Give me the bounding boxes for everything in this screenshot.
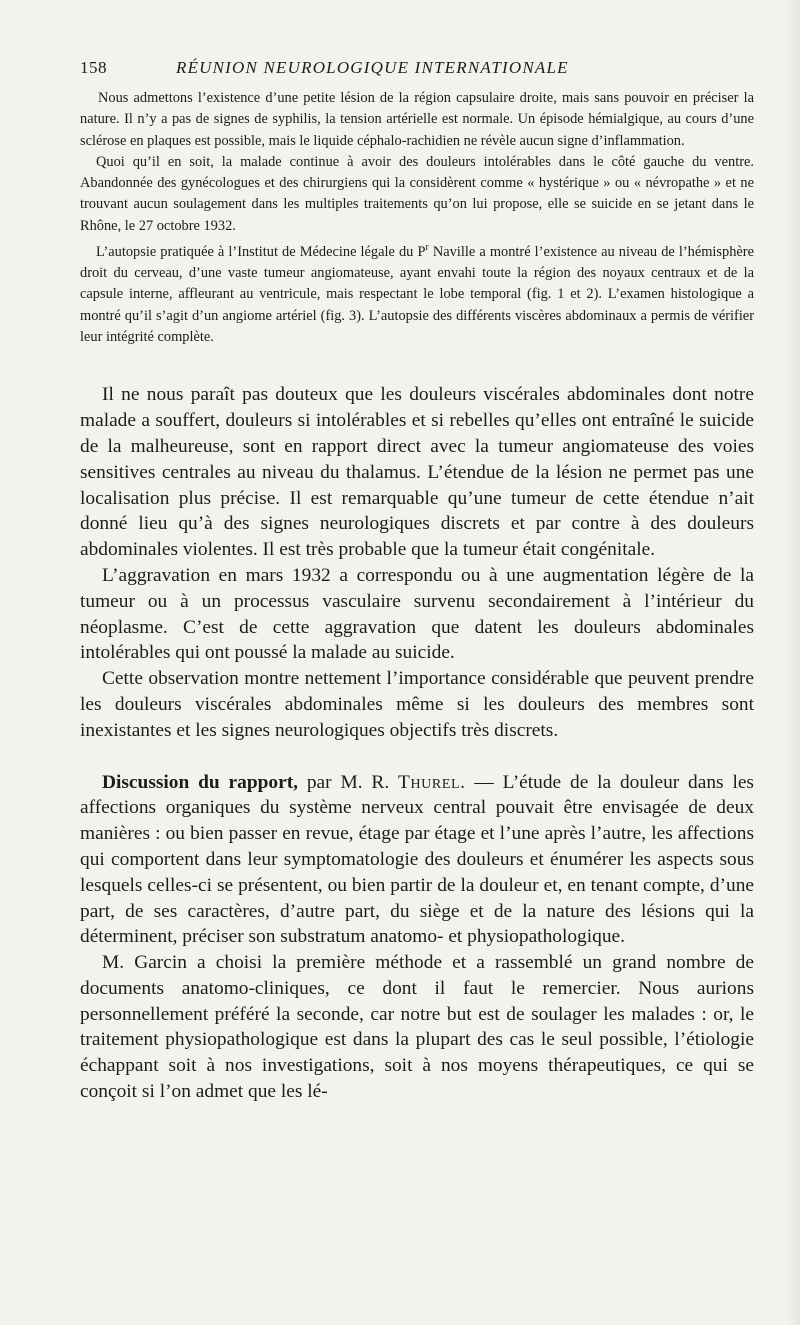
case-paragraph-3-end: Naville a montré l’existence au niveau de l’hémisphère droit du cerveau, d’une vaste tumeur angiomateuse, ayant envahi toute la région des noyaux centraux et de la capsule interne, affleurant au ventricule, mais respectant le lobe temporal (fig. 1 et 2). L’examen histologique a montré qu’il s’agit d’un angiome artériel (fig. 3). L’autopsie des différents viscères abdominaux a permis de vérifier leur intégrité complète. bbox=[80, 243, 754, 346]
discussion-paragraph-1 bbox=[80, 770, 754, 951]
page-number: 158 bbox=[80, 58, 107, 77]
running-title: RÉUNION NEUROLOGIQUE INTERNATIONALE bbox=[176, 58, 569, 77]
commentary-paragraph-2: L’aggravation en mars 1932 a correspondu ou à une augmentation légère de la tumeur ou à un processus vasculaire survenu secondairement à l’intérieur du néoplasme. C’est de cette aggravation que datent les douleurs abdominales intolérables qui ont poussé la malade au suicide. bbox=[80, 564, 754, 664]
book-page bbox=[80, 58, 754, 1105]
discussion-heading: Discussion du rapport, bbox=[102, 771, 299, 793]
discussion-paragraph-1-text: — L’étude de la douleur dans les affections organiques du système nerveux central pouvait être envisagée de deux manières : ou bien passer en revue, étage par étage et l’une après l’autre, les affections qui comportent dans leur symptomatologie des douleurs et énumérer les aspects sous lesquels celles-ci se présentent, ou bien partir de la douleur et, en tenant compte, d’une part, de ses caractères, d’autre part, du siège et de la nature des lésions qui la déterminent, préciser son substratum anatomo- et physiopathologique. bbox=[80, 771, 754, 948]
case-paragraph-1: Nous admettons l’existence d’une petite lésion de la région capsulaire droite, mais sans pouvoir en préciser la nature. Il n’y a pas de signes de syphilis, la tension artérielle est normale. Un épisode hémialgique, au cours d’une sclérose en plaques est possible, mais le liquide céphalo-rachidien ne révèle aucun signe d’inflammation. bbox=[80, 90, 754, 149]
case-report-block bbox=[80, 88, 754, 348]
professor-superscript: r bbox=[425, 242, 429, 254]
discussion-by: par M. R. bbox=[298, 771, 399, 793]
discussion-author: Thurel. bbox=[398, 771, 466, 793]
discussion-paragraph-2: M. Garcin a choisi la première méthode et a rassemblé un grand nombre de documents anatomo-cliniques, ce dont il faut le remercier. Nous aurions personnellement préféré la seconde, car notre but est de soulager les malades : or, le traitement physiopathologique est dans la plupart des cas le seul possible, l’étiologie échappant soit à nos investigations, soit à nos moyens thérapeutiques, ce qui se conçoit si l’on admet que les lé- bbox=[80, 952, 754, 1103]
commentary-paragraph-3: Cette observation montre nettement l’importance considérable que peuvent prendre les douleurs viscérales abdominales même si les douleurs des membres sont inexistantes et les signes neurologiques objectifs très discrets. bbox=[80, 668, 754, 741]
case-paragraph-3-start: L’autopsie pratiquée à l’Institut de Médecine légale du P bbox=[96, 243, 426, 260]
commentary-block bbox=[80, 382, 754, 1105]
case-paragraph-2: Quoi qu’il en soit, la malade continue à avoir des douleurs intolérables dans le côté gauche du ventre. Abandonnée des gynécologues et des chirurgiens qui la considèrent comme « hystérique » ou « névropathe » et ne trouvant aucun soulagement dans les multiples traitements qu’on lui propose, elle se suicide en se jetant dans le Rhône, le 27 octobre 1932. bbox=[80, 153, 754, 234]
section-gap bbox=[80, 744, 754, 770]
case-paragraph-3 bbox=[80, 237, 754, 348]
page-edge-shadow bbox=[786, 0, 800, 1325]
page-header bbox=[80, 58, 754, 88]
commentary-paragraph-1: Il ne nous paraît pas douteux que les douleurs viscérales abdominales dont notre malade a souffert, douleurs si intolérables et si rebelles qu’elles ont entraîné le suicide de la malheureuse, sont en rapport direct avec la tumeur angiomateuse des voies sensitives centrales au niveau du thalamus. L’étendue de la lésion ne permet pas une localisation plus précise. Il est remarquable qu’une tumeur de cette étendue n’ait donné lieu qu’à des signes neurologiques discrets et par contre à des douleurs abdominales violentes. Il est très probable que la tumeur était congénitale. bbox=[80, 384, 754, 561]
